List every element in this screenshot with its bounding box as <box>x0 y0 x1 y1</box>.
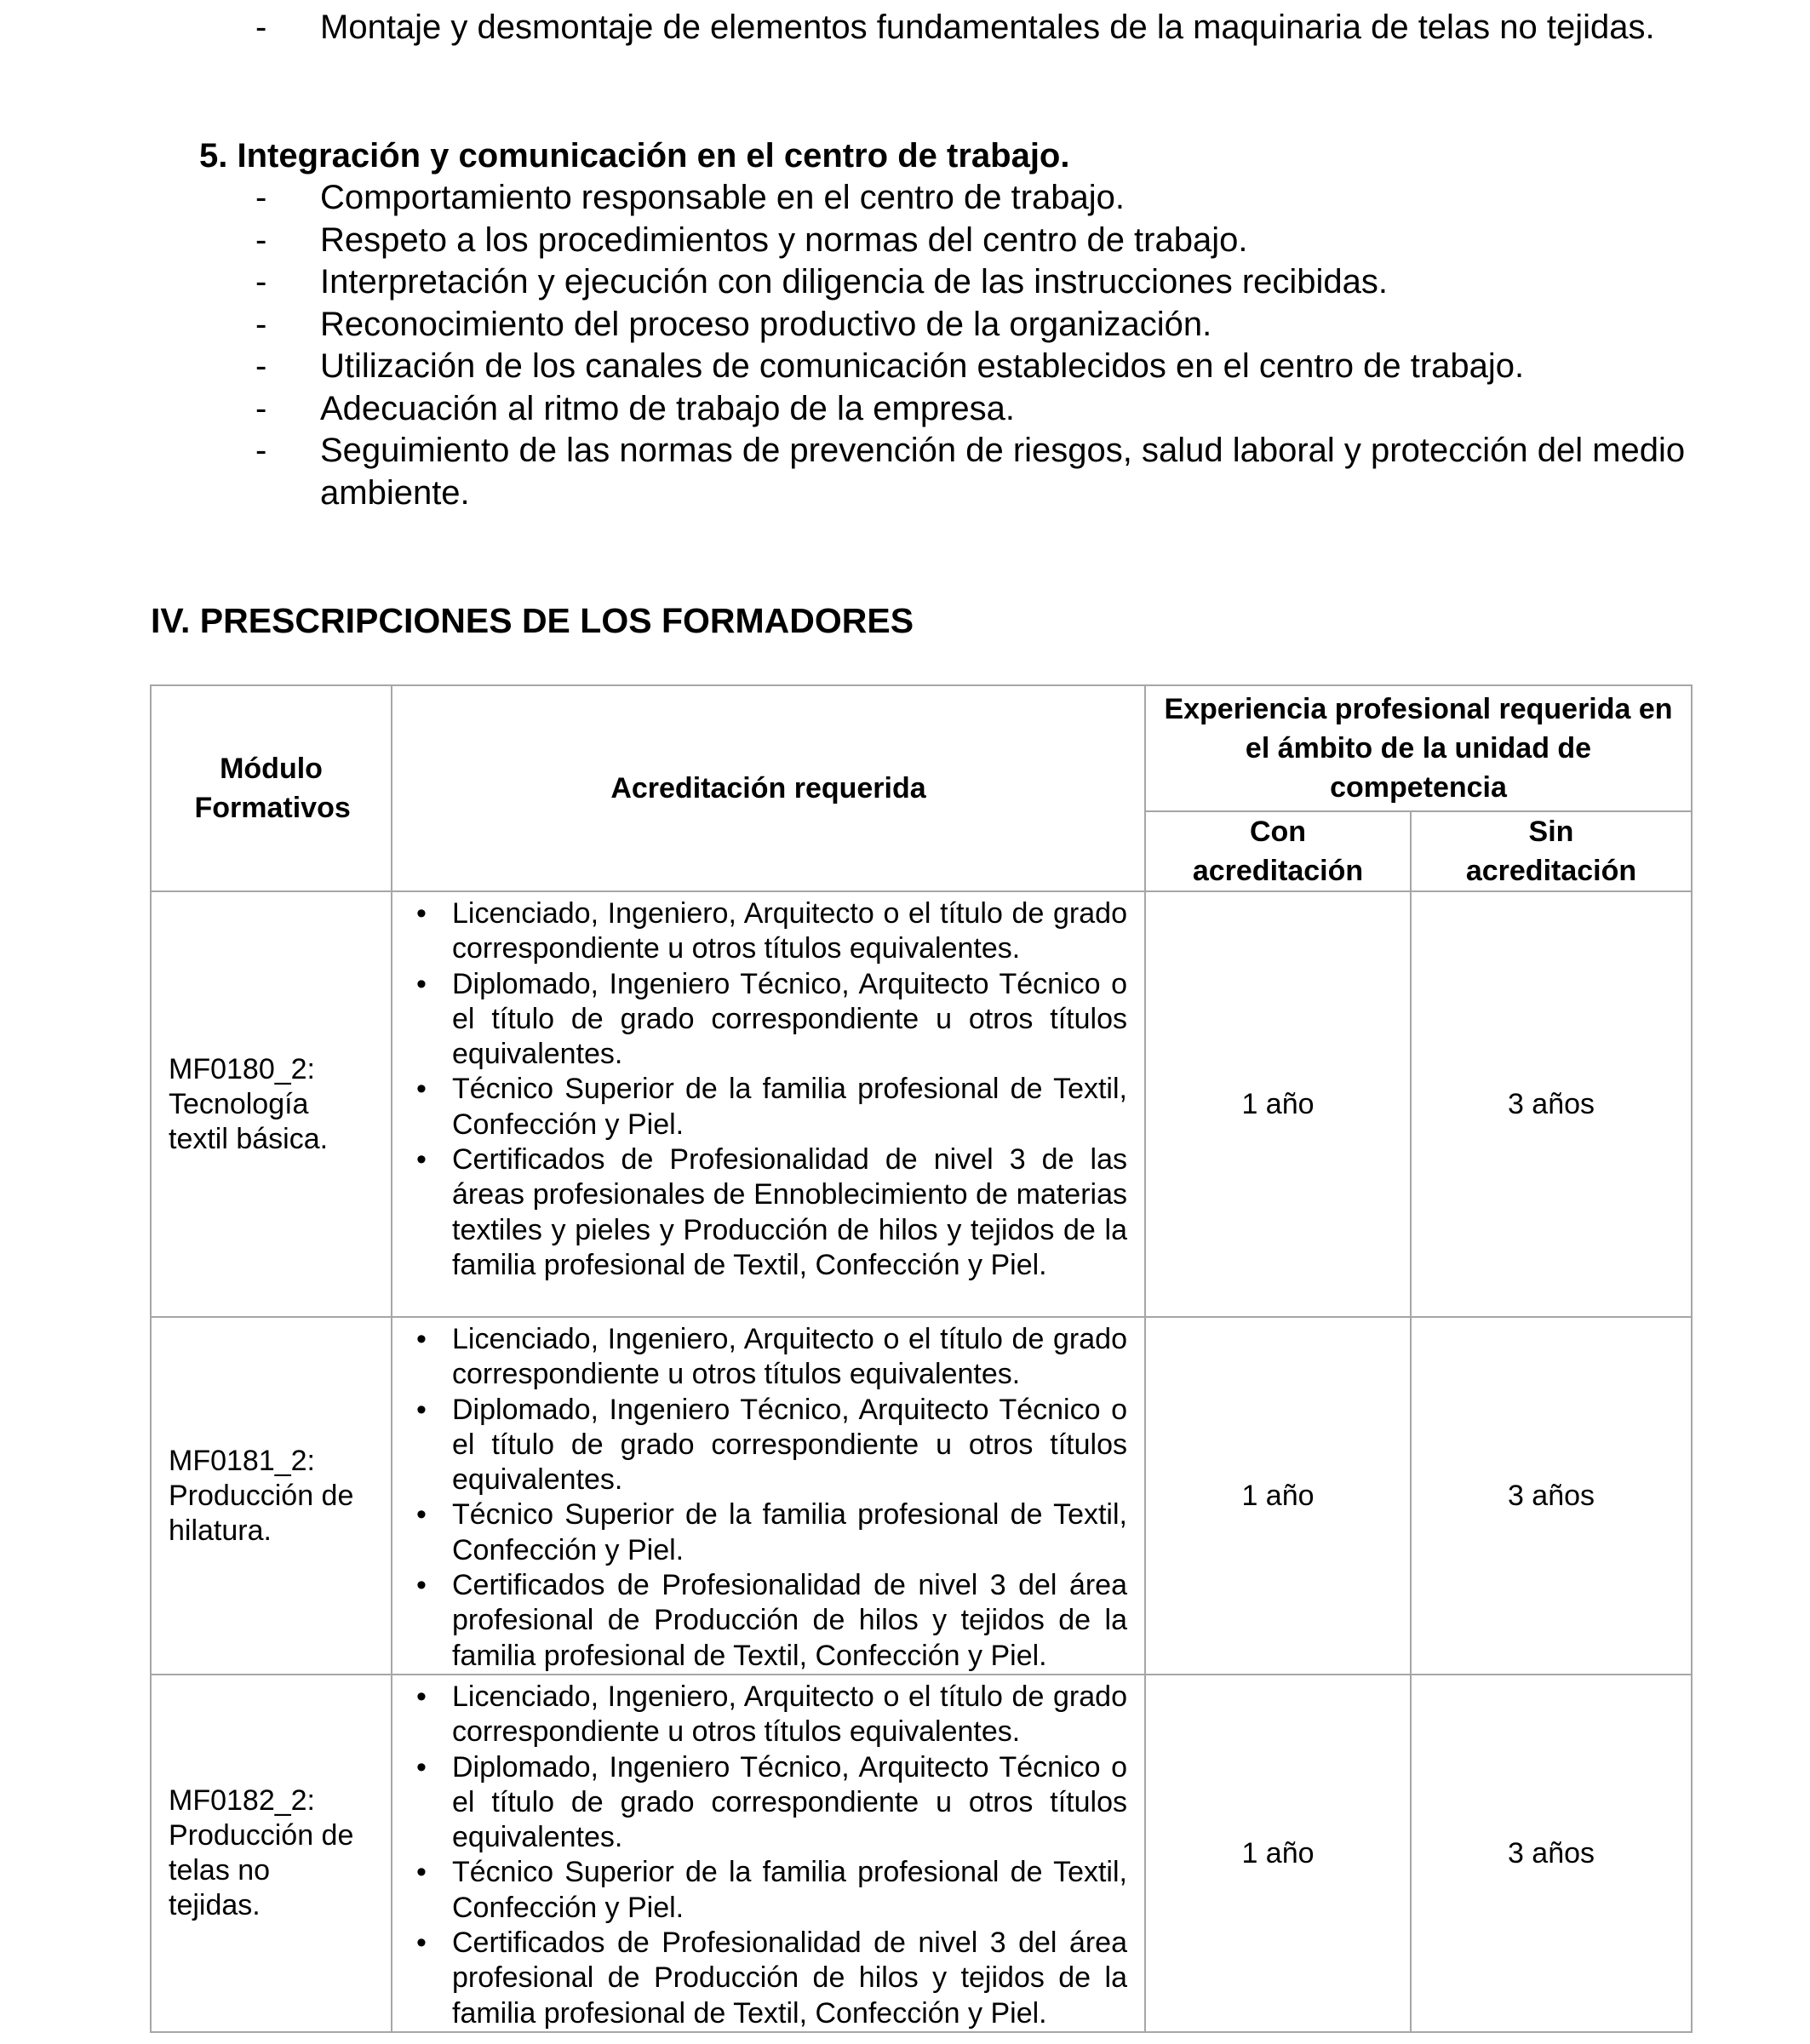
section-list <box>255 177 1703 514</box>
acreditacion-cell <box>392 891 1145 1317</box>
list-item: • Certificados de Profesionalidad de nivel 3 del área profesional de Producción de hilos y tejidos de la familia profesional de Textil, Confección y Piel. <box>410 1926 1127 2031</box>
list-item: • Técnico Superior de la familia profesional de Textil, Confección y Piel. <box>410 1855 1127 1926</box>
section-heading: 5. Integración y comunicación en el centro de trabajo. <box>199 137 1070 175</box>
dash-bullet: - <box>255 220 267 259</box>
list-item: • Licenciado, Ingeniero, Arquitecto o el título de grado correspondiente u otros títulos equivalentes. <box>410 896 1127 967</box>
dash-bullet: - <box>255 263 267 301</box>
sin-acreditacion-value: 3 años <box>1411 1317 1692 1675</box>
acreditacion-list <box>410 1680 1127 2031</box>
module-name-line: Producción de <box>169 1819 354 1852</box>
table-row <box>151 1317 1692 1675</box>
dash-bullet: - <box>255 432 267 469</box>
header-con-acreditacion <box>1145 811 1411 891</box>
list-item-text: Seguimiento de las normas de prevención de riesgos, salud laboral y protección del medio ambiente. <box>320 432 1686 512</box>
list-item-text: Reconocimiento del proceso productivo de la organización. <box>320 305 1212 343</box>
acreditacion-cell <box>392 1675 1145 2032</box>
list-item-text: Interpretación y ejecución con diligencia de las instrucciones recibidas. <box>320 263 1389 301</box>
list-item <box>255 304 1703 346</box>
list-item: • Licenciado, Ingeniero, Arquitecto o el título de grado correspondiente u otros títulos equivalentes. <box>410 1322 1127 1393</box>
list-item-text: Utilización de los canales de comunicación establecidos en el centro de trabajo. <box>320 347 1525 385</box>
list-item: • Licenciado, Ingeniero, Arquitecto o el título de grado correspondiente u otros títulos equivalentes. <box>410 1680 1127 1750</box>
header-experience <box>1145 685 1692 811</box>
module-name-line: hilatura. <box>169 1514 272 1547</box>
list-item-text: Montaje y desmontaje de elementos fundamentales de la maquinaria de telas no tejidas. <box>320 9 1655 46</box>
header-module-text: Módulo Formativos <box>194 753 351 824</box>
con-acreditacion-value: 1 año <box>1145 891 1411 1317</box>
header-module <box>151 685 392 891</box>
list-item <box>255 346 1703 388</box>
list-item: • Técnico Superior de la familia profesional de Textil, Confección y Piel. <box>410 1072 1127 1142</box>
module-code: MF0180_2: <box>169 1052 315 1085</box>
acreditacion-cell <box>392 1317 1145 1675</box>
con-acreditacion-value: 1 año <box>1145 1317 1411 1675</box>
header-acreditacion: Acreditación requerida <box>392 685 1145 891</box>
page-title: IV. PRESCRIPCIONES DE LOS FORMADORES <box>151 601 914 640</box>
dash-bullet: - <box>255 9 267 46</box>
module-name-line: textil básica. <box>169 1122 329 1155</box>
dash-bullet: - <box>255 347 267 385</box>
acreditacion-list <box>410 896 1127 1283</box>
list-item: • Certificados de Profesionalidad de nivel 3 del área profesional de Producción de hilos y tejidos de la familia profesional de Textil, Confección y Piel. <box>410 1568 1127 1674</box>
list-item: • Diplomado, Ingeniero Técnico, Arquitecto Técnico o el título de grado correspondiente u otros títulos equivalentes. <box>410 967 1127 1073</box>
module-name-line: telas no <box>169 1854 271 1887</box>
list-item <box>255 220 1703 262</box>
list-item-text: Comportamiento responsable en el centro de trabajo. <box>320 179 1125 216</box>
list-item: • Diplomado, Ingeniero Técnico, Arquitecto Técnico o el título de grado correspondiente u otros títulos equivalentes. <box>410 1750 1127 1856</box>
list-item <box>255 7 1703 49</box>
dash-bullet: - <box>255 389 267 427</box>
table-row <box>151 1675 1692 2032</box>
continued-list <box>255 7 1703 49</box>
module-code: MF0181_2: <box>169 1444 315 1477</box>
module-cell <box>151 1675 392 2032</box>
trainer-prescriptions-table <box>150 684 1693 2033</box>
list-item-text: Adecuación al ritmo de trabajo de la empresa. <box>320 389 1016 427</box>
table-row <box>151 891 1692 1317</box>
list-item <box>255 261 1703 304</box>
sin-acreditacion-value: 3 años <box>1411 1675 1692 2032</box>
list-item: • Técnico Superior de la familia profesional de Textil, Confección y Piel. <box>410 1497 1127 1568</box>
header-experience-text: Experiencia profesional requerida en el ámbito de la unidad de competencia <box>1164 693 1673 804</box>
list-item <box>255 177 1703 220</box>
module-name-line: tejidas. <box>169 1889 261 1921</box>
module-name-line: Tecnología <box>169 1087 309 1120</box>
list-item <box>255 430 1703 514</box>
module-name-line: Producción de <box>169 1479 354 1512</box>
dash-bullet: - <box>255 305 267 343</box>
module-cell <box>151 891 392 1317</box>
acreditacion-list <box>410 1322 1127 1674</box>
list-item: • Diplomado, Ingeniero Técnico, Arquitecto Técnico o el título de grado correspondiente u otros títulos equivalentes. <box>410 1393 1127 1498</box>
list-item-text: Respeto a los procedimientos y normas del centro de trabajo. <box>320 220 1248 259</box>
header-sin-acreditacion <box>1411 811 1692 891</box>
header-sin-text: Sin acreditación <box>1465 816 1637 887</box>
sin-acreditacion-value: 3 años <box>1411 891 1692 1317</box>
header-con-text: Con acreditación <box>1192 816 1364 887</box>
module-cell <box>151 1317 392 1675</box>
table-header-row <box>151 685 1692 811</box>
list-item <box>255 388 1703 431</box>
list-item: • Certificados de Profesionalidad de nivel 3 de las áreas profesionales de Ennoblecimiento de materias textiles y pieles y Producción de hilos y tejidos de la familia profesional de Textil, Confección y Piel. <box>410 1142 1127 1283</box>
dash-bullet: - <box>255 179 267 216</box>
module-code: MF0182_2: <box>169 1784 315 1817</box>
con-acreditacion-value: 1 año <box>1145 1675 1411 2032</box>
